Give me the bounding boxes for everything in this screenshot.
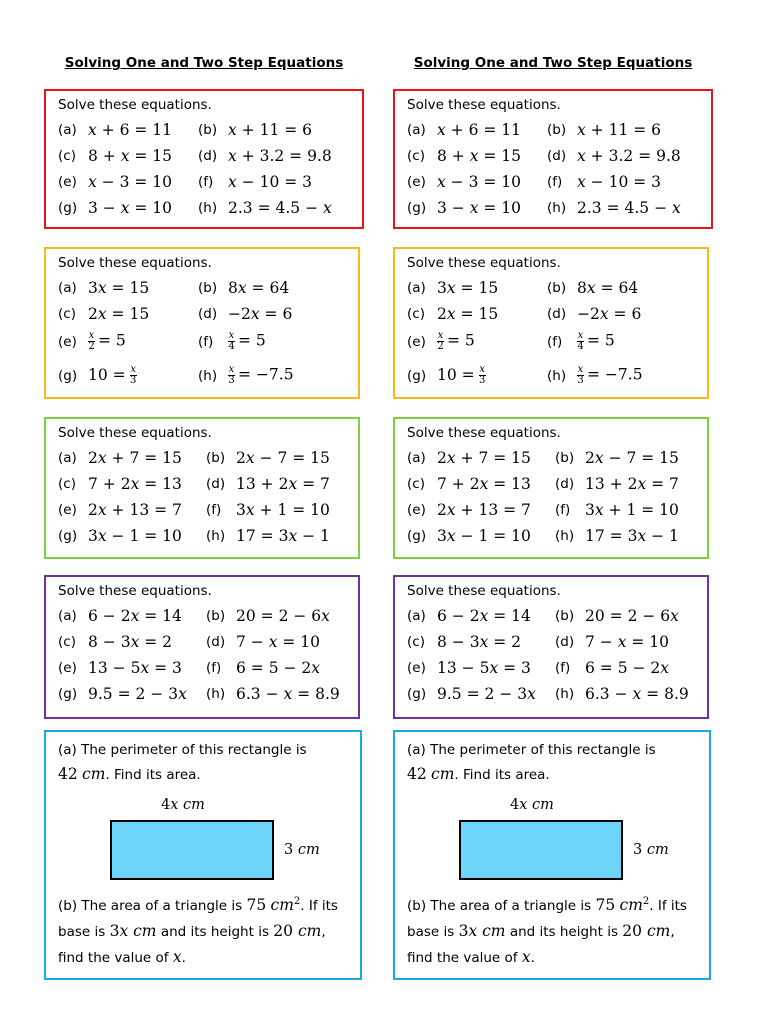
equation-e: (e) 13 − 5x = 3 xyxy=(407,659,531,677)
equation-a: (a) 2x + 7 = 15 xyxy=(407,449,531,467)
equation-g: (g) 3 − x = 10 xyxy=(58,199,173,217)
equation-math: 10 = $\frac{x}{3}$ xyxy=(88,364,137,386)
equation-math: 13 + 2x = 7 xyxy=(236,475,330,493)
equation-h: (h) 6.3 − x = 8.9 xyxy=(206,685,340,703)
equation-a: (a) 3x = 15 xyxy=(407,279,499,297)
equation-set-4 xyxy=(393,575,709,719)
equation-math: 3x − 1 = 10 xyxy=(88,527,182,545)
equation-math: 13 + 2x = 7 xyxy=(585,475,679,493)
set-instructions: Solve these equations. xyxy=(58,97,212,113)
equation-g: (g) 10 = $\frac{x}{3}$ xyxy=(407,365,489,386)
equation-h: (h) 2.3 = 4.5 − x xyxy=(198,199,332,217)
equation-set-3 xyxy=(393,417,709,559)
equation-math: 6 = 5 − 2x xyxy=(585,659,670,677)
equation-f: (f) x − 10 = 3 xyxy=(198,173,313,191)
equation-math: x + 11 = 6 xyxy=(228,121,313,139)
equation-math: x + 6 = 11 xyxy=(88,121,173,139)
equation-math: $\frac{x}{4}$ = 5 xyxy=(577,330,615,352)
equation-math: 7 − x = 10 xyxy=(585,633,670,651)
equation-f: (f) $\frac{x}{4}$ = 5 xyxy=(198,330,266,352)
equation-g: (g) 3 − x = 10 xyxy=(407,199,522,217)
equation-e: (e) 2x + 13 = 7 xyxy=(58,501,182,519)
equation-b: (b) 2x − 7 = 15 xyxy=(206,449,330,467)
equation-math: 6 − 2x = 14 xyxy=(88,607,182,625)
equation-a: (a) 6 − 2x = 14 xyxy=(407,607,531,625)
equation-f: (f) x − 10 = 3 xyxy=(547,173,662,191)
equation-f: (f) 6 = 5 − 2x xyxy=(206,659,321,677)
equation-f: (f) 3x + 1 = 10 xyxy=(555,501,679,519)
equation-math: 2x = 15 xyxy=(437,305,499,323)
set-instructions: Solve these equations. xyxy=(407,255,561,271)
equation-e: (e) $\frac{x}{2}$ = 5 xyxy=(58,330,126,352)
equation-math: x + 11 = 6 xyxy=(577,121,662,139)
equation-a: (a) x + 6 = 11 xyxy=(407,121,522,139)
equation-math: 7 + 2x = 13 xyxy=(88,475,182,493)
equation-math: 7 + 2x = 13 xyxy=(437,475,531,493)
problem-a-line-1: (a) The perimeter of this rectangle is xyxy=(58,742,307,758)
problem-a-line-2: 42 cm. Find its area. xyxy=(407,765,550,783)
equation-math: 3x = 15 xyxy=(437,279,499,297)
equation-a: (a) 2x + 7 = 15 xyxy=(58,449,182,467)
equation-set-2 xyxy=(393,247,709,399)
equation-d: (d) 7 − x = 10 xyxy=(206,633,321,651)
equation-math: 3x + 1 = 10 xyxy=(585,501,679,519)
equation-b: (b) 8x = 64 xyxy=(547,279,639,297)
equation-set-1 xyxy=(393,89,713,229)
problem-b-line-1: (b) The area of a triangle is 75 $cm^2$. If its xyxy=(407,896,687,915)
rectangle-diagram xyxy=(459,820,623,880)
problem-b-line-2: base is 3x cm and its height is 20 cm, xyxy=(58,922,326,940)
equation-math: −2x = 6 xyxy=(577,305,642,323)
equation-h: (h) $\frac{x}{3}$ = −7.5 xyxy=(547,364,643,386)
equation-math: x − 10 = 3 xyxy=(577,173,662,191)
worksheet-title: Solving One and Two Step Equations xyxy=(64,55,344,71)
equation-d: (d) x + 3.2 = 9.8 xyxy=(547,147,681,165)
equation-math: 6.3 − x = 8.9 xyxy=(585,685,689,703)
equation-b: (b) 8x = 64 xyxy=(198,279,290,297)
equation-c: (c) 7 + 2x = 13 xyxy=(58,475,182,493)
equation-d: (d) −2x = 6 xyxy=(547,305,642,323)
word-problem-box xyxy=(44,730,362,980)
equation-math: 2x + 7 = 15 xyxy=(88,449,182,467)
equation-g: (g) 9.5 = 2 − 3x xyxy=(407,685,536,703)
equation-math: $\frac{x}{3}$ = −7.5 xyxy=(577,364,643,386)
equation-math: $\frac{x}{2}$ = 5 xyxy=(437,330,475,352)
rectangle-height-label: 3 cm xyxy=(284,842,320,858)
equation-set-3 xyxy=(44,417,360,559)
equation-e: (e) x − 3 = 10 xyxy=(58,173,173,191)
problem-a-line-2: 42 cm. Find its area. xyxy=(58,765,201,783)
equation-g: (g) 9.5 = 2 − 3x xyxy=(58,685,187,703)
equation-a: (a) x + 6 = 11 xyxy=(58,121,173,139)
equation-f: (f) $\frac{x}{4}$ = 5 xyxy=(547,330,615,352)
equation-math: 3x = 15 xyxy=(88,279,150,297)
equation-math: 8 + x = 15 xyxy=(437,147,522,165)
equation-e: (e) $\frac{x}{2}$ = 5 xyxy=(407,330,475,352)
rectangle-height-label: 3 cm xyxy=(633,842,669,858)
equation-g: (g) 10 = $\frac{x}{3}$ xyxy=(58,365,140,386)
rectangle-width-label: 4x cm xyxy=(510,797,554,813)
equation-math: 8 − 3x = 2 xyxy=(437,633,522,651)
set-instructions: Solve these equations. xyxy=(58,255,212,271)
equation-math: 6 − 2x = 14 xyxy=(437,607,531,625)
equation-math: 17 = 3x − 1 xyxy=(585,527,679,545)
equation-math: x + 6 = 11 xyxy=(437,121,522,139)
equation-math: 6 = 5 − 2x xyxy=(236,659,321,677)
equation-a: (a) 6 − 2x = 14 xyxy=(58,607,182,625)
equation-c: (c) 7 + 2x = 13 xyxy=(407,475,531,493)
set-instructions: Solve these equations. xyxy=(58,425,212,441)
equation-h: (h) 2.3 = 4.5 − x xyxy=(547,199,681,217)
equation-math: 2x + 13 = 7 xyxy=(88,501,182,519)
equation-f: (f) 6 = 5 − 2x xyxy=(555,659,670,677)
equation-math: 2x = 15 xyxy=(88,305,150,323)
equation-math: 7 − x = 10 xyxy=(236,633,321,651)
equation-c: (c) 8 + x = 15 xyxy=(407,147,522,165)
equation-b: (b) x + 11 = 6 xyxy=(547,121,662,139)
equation-h: (h) 17 = 3x − 1 xyxy=(555,527,679,545)
equation-c: (c) 8 − 3x = 2 xyxy=(58,633,173,651)
equation-math: x − 10 = 3 xyxy=(228,173,313,191)
equation-math: $\frac{x}{3}$ = −7.5 xyxy=(228,364,294,386)
equation-c: (c) 2x = 15 xyxy=(58,305,150,323)
equation-math: 2x + 7 = 15 xyxy=(437,449,531,467)
equation-math: 2.3 = 4.5 − x xyxy=(577,199,681,217)
equation-math: 17 = 3x − 1 xyxy=(236,527,330,545)
equation-math: x − 3 = 10 xyxy=(437,173,522,191)
equation-c: (c) 8 + x = 15 xyxy=(58,147,173,165)
equation-math: 8 − 3x = 2 xyxy=(88,633,173,651)
equation-math: 13 − 5x = 3 xyxy=(437,659,531,677)
set-instructions: Solve these equations. xyxy=(58,583,212,599)
equation-math: 2x − 7 = 15 xyxy=(236,449,330,467)
equation-math: 9.5 = 2 − 3x xyxy=(88,685,187,703)
equation-set-4 xyxy=(44,575,360,719)
equation-math: −2x = 6 xyxy=(228,305,293,323)
rectangle-diagram xyxy=(110,820,274,880)
equation-math: 9.5 = 2 − 3x xyxy=(437,685,536,703)
equation-e: (e) 2x + 13 = 7 xyxy=(407,501,531,519)
problem-b-line-2: base is 3x cm and its height is 20 cm, xyxy=(407,922,675,940)
equation-set-1 xyxy=(44,89,364,229)
equation-math: 2x − 7 = 15 xyxy=(585,449,679,467)
equation-d: (d) 13 + 2x = 7 xyxy=(555,475,679,493)
equation-math: 13 − 5x = 3 xyxy=(88,659,182,677)
set-instructions: Solve these equations. xyxy=(407,97,561,113)
equation-math: 8x = 64 xyxy=(228,279,290,297)
equation-f: (f) 3x + 1 = 10 xyxy=(206,501,330,519)
equation-math: 3 − x = 10 xyxy=(437,199,522,217)
equation-g: (g) 3x − 1 = 10 xyxy=(58,527,182,545)
equation-h: (h) 17 = 3x − 1 xyxy=(206,527,330,545)
equation-math: 2.3 = 4.5 − x xyxy=(228,199,332,217)
equation-h: (h) $\frac{x}{3}$ = −7.5 xyxy=(198,364,294,386)
equation-e: (e) x − 3 = 10 xyxy=(407,173,522,191)
equation-c: (c) 8 − 3x = 2 xyxy=(407,633,522,651)
equation-math: 3 − x = 10 xyxy=(88,199,173,217)
set-instructions: Solve these equations. xyxy=(407,583,561,599)
problem-b-line-3: find the value of x. xyxy=(407,948,535,966)
equation-math: 6.3 − x = 8.9 xyxy=(236,685,340,703)
equation-a: (a) 3x = 15 xyxy=(58,279,150,297)
equation-d: (d) 13 + 2x = 7 xyxy=(206,475,330,493)
equation-b: (b) 20 = 2 − 6x xyxy=(555,607,679,625)
equation-math: 20 = 2 − 6x xyxy=(585,607,679,625)
equation-math: 8x = 64 xyxy=(577,279,639,297)
equation-math: 8 + x = 15 xyxy=(88,147,173,165)
equation-b: (b) 2x − 7 = 15 xyxy=(555,449,679,467)
equation-math: x + 3.2 = 9.8 xyxy=(228,147,332,165)
equation-math: 10 = $\frac{x}{3}$ xyxy=(437,364,486,386)
problem-b-line-1: (b) The area of a triangle is 75 $cm^2$. If its xyxy=(58,896,338,915)
equation-e: (e) 13 − 5x = 3 xyxy=(58,659,182,677)
problem-b-line-3: find the value of x. xyxy=(58,948,186,966)
equation-c: (c) 2x = 15 xyxy=(407,305,499,323)
equation-math: $\frac{x}{2}$ = 5 xyxy=(88,330,126,352)
equation-d: (d) −2x = 6 xyxy=(198,305,293,323)
equation-b: (b) x + 11 = 6 xyxy=(198,121,313,139)
word-problem-box xyxy=(393,730,711,980)
rectangle-width-label: 4x cm xyxy=(161,797,205,813)
equation-math: x + 3.2 = 9.8 xyxy=(577,147,681,165)
problem-a-line-1: (a) The perimeter of this rectangle is xyxy=(407,742,656,758)
equation-math: 3x + 1 = 10 xyxy=(236,501,330,519)
worksheet-title: Solving One and Two Step Equations xyxy=(413,55,693,71)
equation-math: 20 = 2 − 6x xyxy=(236,607,330,625)
equation-g: (g) 3x − 1 = 10 xyxy=(407,527,531,545)
equation-h: (h) 6.3 − x = 8.9 xyxy=(555,685,689,703)
equation-math: 3x − 1 = 10 xyxy=(437,527,531,545)
equation-math: 2x + 13 = 7 xyxy=(437,501,531,519)
equation-b: (b) 20 = 2 − 6x xyxy=(206,607,330,625)
equation-d: (d) 7 − x = 10 xyxy=(555,633,670,651)
equation-math: x − 3 = 10 xyxy=(88,173,173,191)
equation-set-2 xyxy=(44,247,360,399)
equation-math: $\frac{x}{4}$ = 5 xyxy=(228,330,266,352)
set-instructions: Solve these equations. xyxy=(407,425,561,441)
equation-d: (d) x + 3.2 = 9.8 xyxy=(198,147,332,165)
